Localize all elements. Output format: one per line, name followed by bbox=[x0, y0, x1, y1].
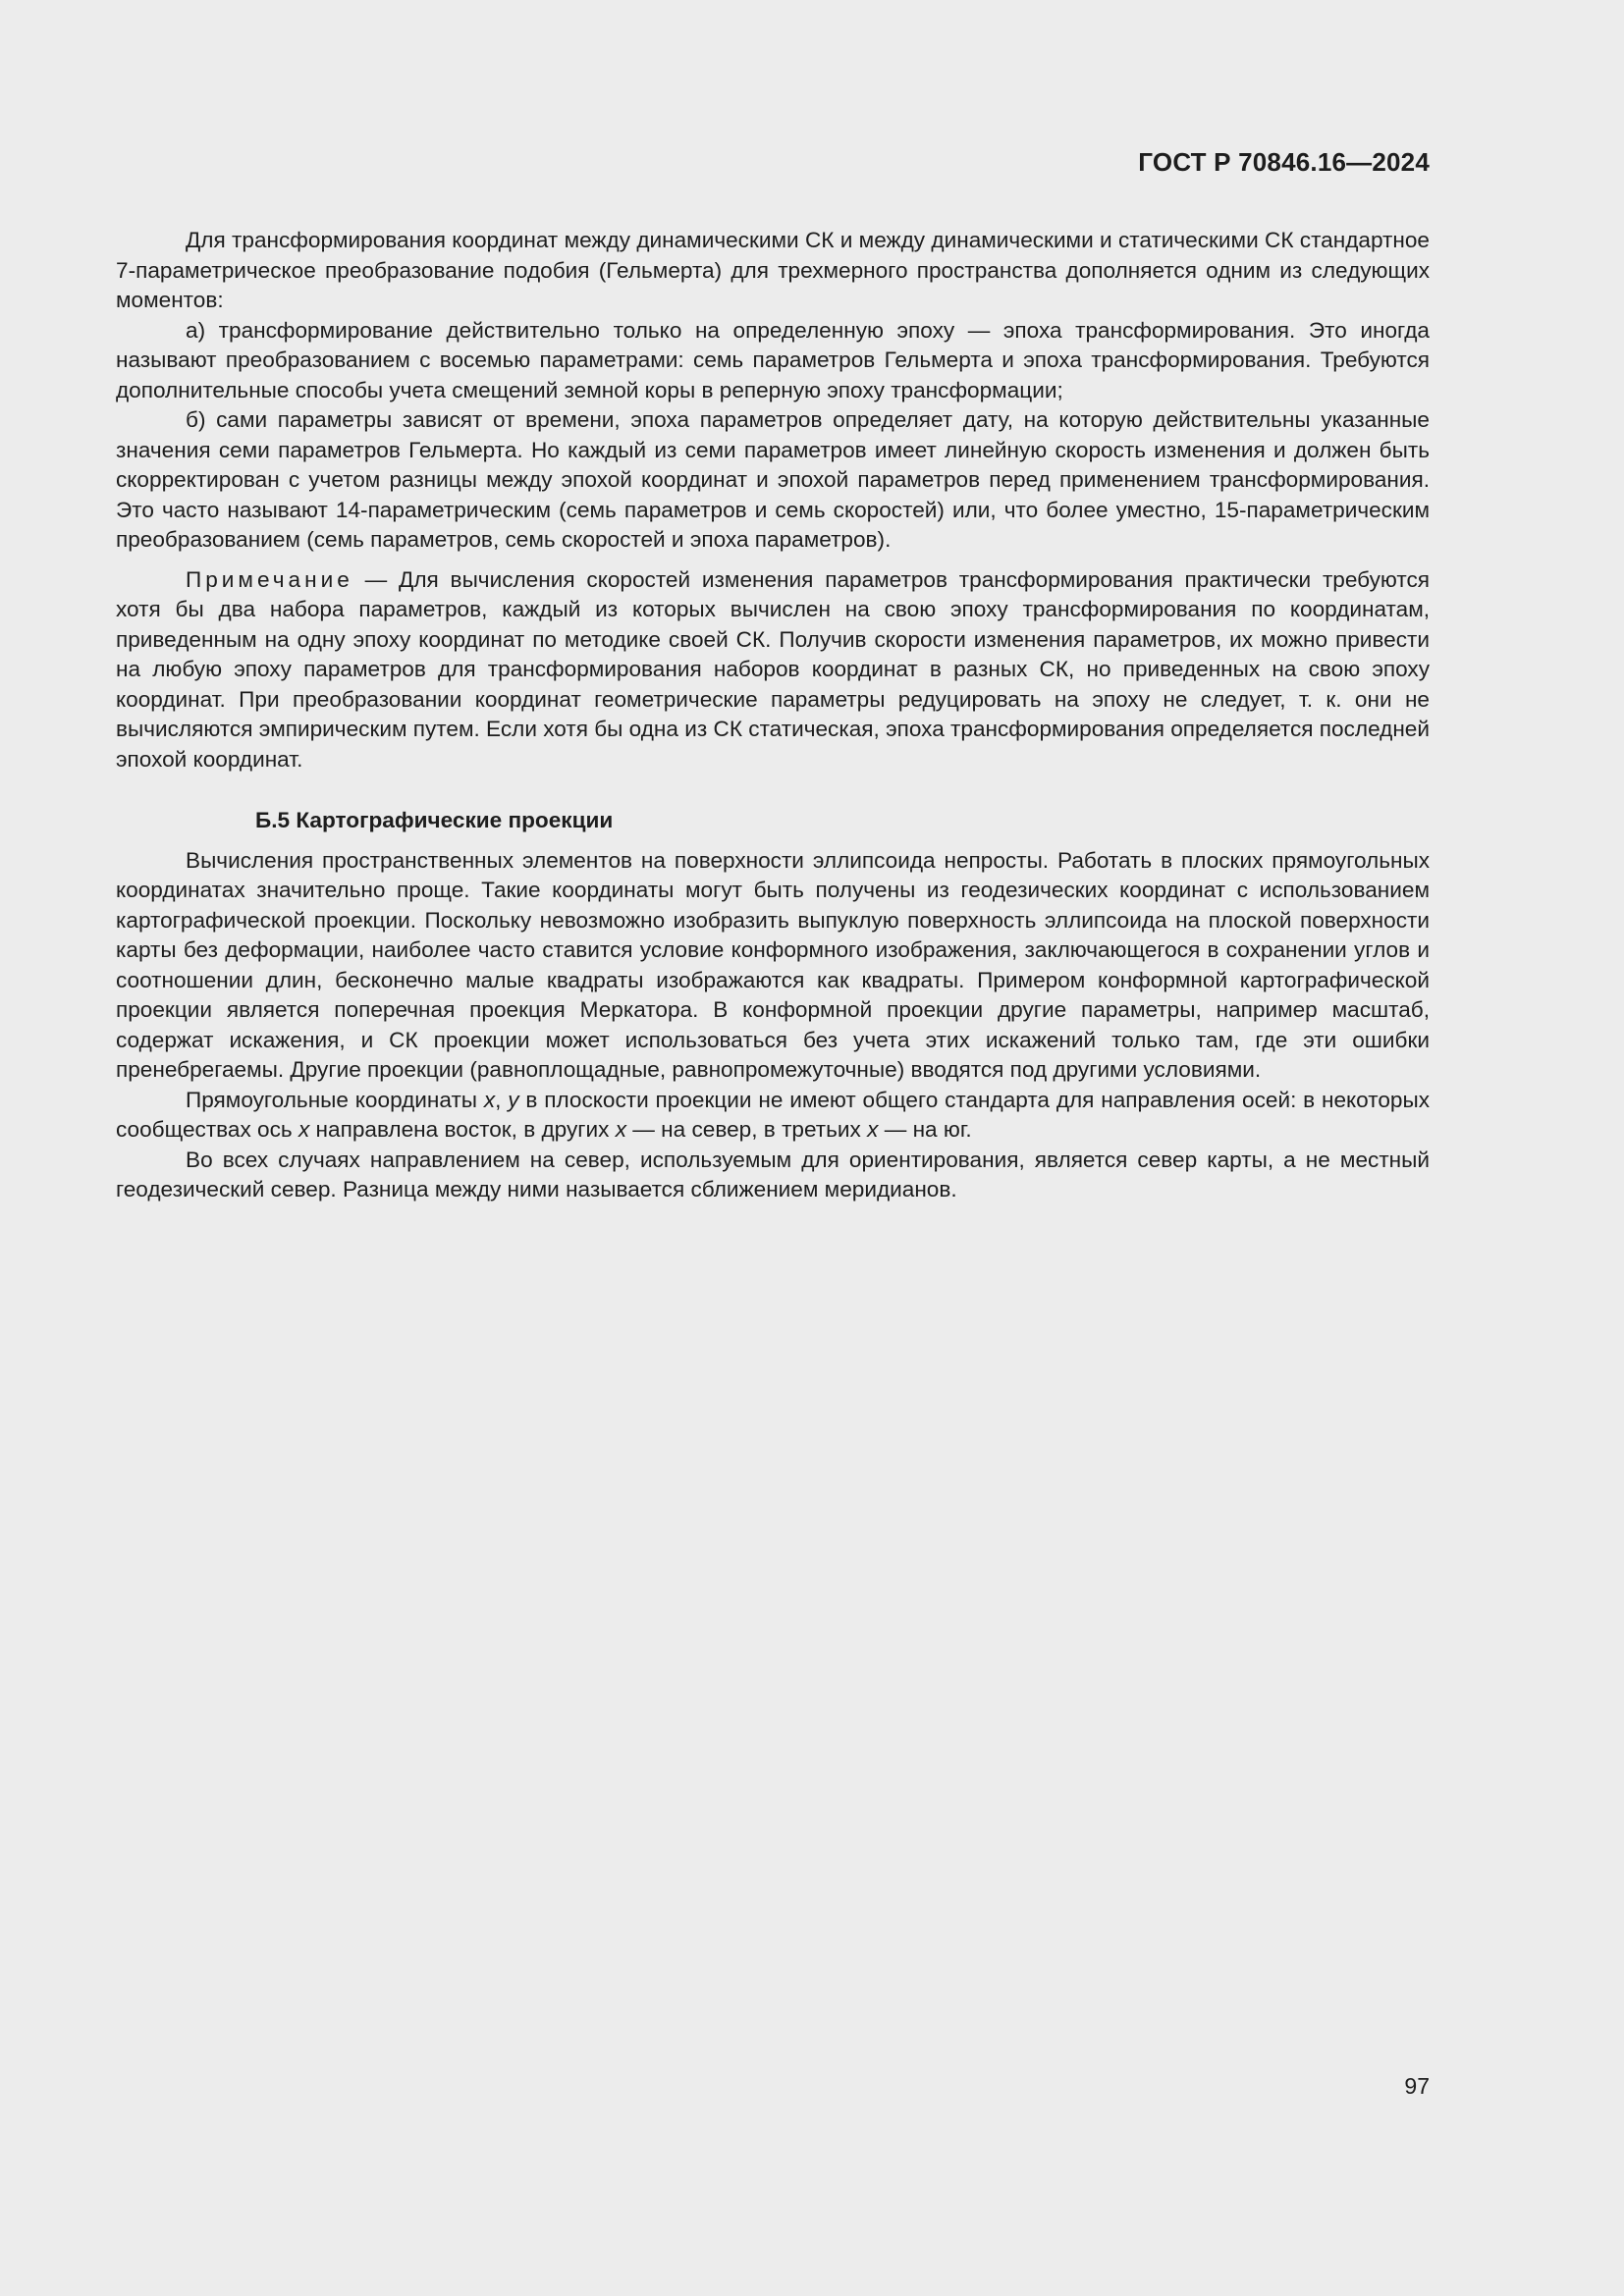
list-item-a: а) трансформирование действительно только на определенную эпоху — эпоха трансформирования. Это иногда называют преобразованием с восемью параметрами: семь параметров Гельмерта и эпоха трансформирования. Требуются дополнительные способы учета смещений земной коры в реперную эпоху трансформации; bbox=[116, 317, 1430, 402]
axes-text-part: направлена восток, в других bbox=[309, 1117, 616, 1142]
section-heading: Б.5 Картографические проекции bbox=[255, 808, 614, 832]
axes-text-part: , bbox=[495, 1087, 509, 1112]
axis-x-symbol: x bbox=[298, 1117, 310, 1142]
paragraph-projections: Вычисления пространственных элементов на поверхности эллипсоида непросты. Работать в плоских прямоугольных координатах значительно проще. Такие координаты могут быть получены из геодезических координат с использованием картографической проекции. Поскольку невозможно изобразить выпуклую поверхность эллипсоида на плоской поверхности карты без деформации, наиболее часто ставится условие конформного изображения, заключающегося в сохранении углов и соотношении длин, бесконечно малые квадраты изображаются как квадраты. Примером конформной картографической проекции является поперечная проекция Меркатора. В конформной проекции другие параметры, например масштаб, содержат искажения, и СК проекции может использоваться без учета этих искажений только там, где эти ошибки пренебрегаемы. Другие проекции (равноплощадные, равнопромежуточные) вводятся под другими условиями. bbox=[116, 847, 1430, 1082]
axis-x-symbol: x bbox=[867, 1117, 879, 1142]
axes-text-part: Прямоугольные координаты bbox=[186, 1087, 484, 1112]
axes-text-part: в плоскости проекции не имеют общего стандарта для направления осей: в некоторых сообществах ось bbox=[116, 1087, 1431, 1142]
paragraph-north: Во всех случаях направлением на север, используемым для ориентирования, является север карты, а не местный геодезический север. Разница между ними называется сближением меридианов. bbox=[116, 1147, 1430, 1201]
note-paragraph bbox=[116, 565, 1430, 775]
list-item-b: б) сами параметры зависят от времени, эпоха параметров определяет дату, на которую действительны указанные значения семи параметров Гельмерта. Но каждый из семи параметров имеет линейную скорость изменения и должен быть скорректирован с учетом разницы между эпохой координат и эпохой параметров перед применением трансформирования. Это часто называют 14-параметрическим (семь параметров и семь скоростей) или, что более уместно, 15-параметрическим преобразованием (семь параметров, семь скоростей и эпоха параметров). bbox=[116, 407, 1430, 552]
axes-text-part: — на север, в третьих bbox=[626, 1117, 868, 1142]
axis-x-symbol: x bbox=[483, 1087, 496, 1112]
note-label: Примечание bbox=[186, 566, 353, 592]
page-number: 97 bbox=[1404, 2073, 1430, 2099]
note-text: — Для вычисления скоростей изменения параметров трансформирования практически требуются хотя бы два набора параметров, каждый из которых вычислен на свою эпоху трансформирования по координатам, приведенным на одну эпоху координат по методике своей СК. Получив скорости изменения параметров, их можно привести на любую эпоху параметров для трансформирования наборов координат в разных СК, но приведенных на свою эпоху координат. При преобразовании координат геометрические параметры редуцировать на эпоху не следует, т. к. они не вычисляются эмпирическим путем. Если хотя бы одна из СК статическая, эпоха трансформирования определяется последней эпохой координат. bbox=[116, 566, 1430, 772]
paragraph-intro: Для трансформирования координат между динамическими СК и между динамическими и статическими СК стандартное 7-параметрическое преобразование подобия (Гельмерта) для трехмерного пространства дополняется одним из следующих моментов: bbox=[116, 228, 1430, 312]
paragraph-axes bbox=[116, 1086, 1430, 1146]
axes-text-part: — на юг. bbox=[878, 1117, 972, 1142]
document-id-header: ГОСТ Р 70846.16—2024 bbox=[1138, 147, 1430, 177]
document-body bbox=[116, 226, 1430, 1205]
axis-x-symbol: x bbox=[615, 1117, 627, 1142]
axis-y-symbol: y bbox=[508, 1087, 519, 1112]
